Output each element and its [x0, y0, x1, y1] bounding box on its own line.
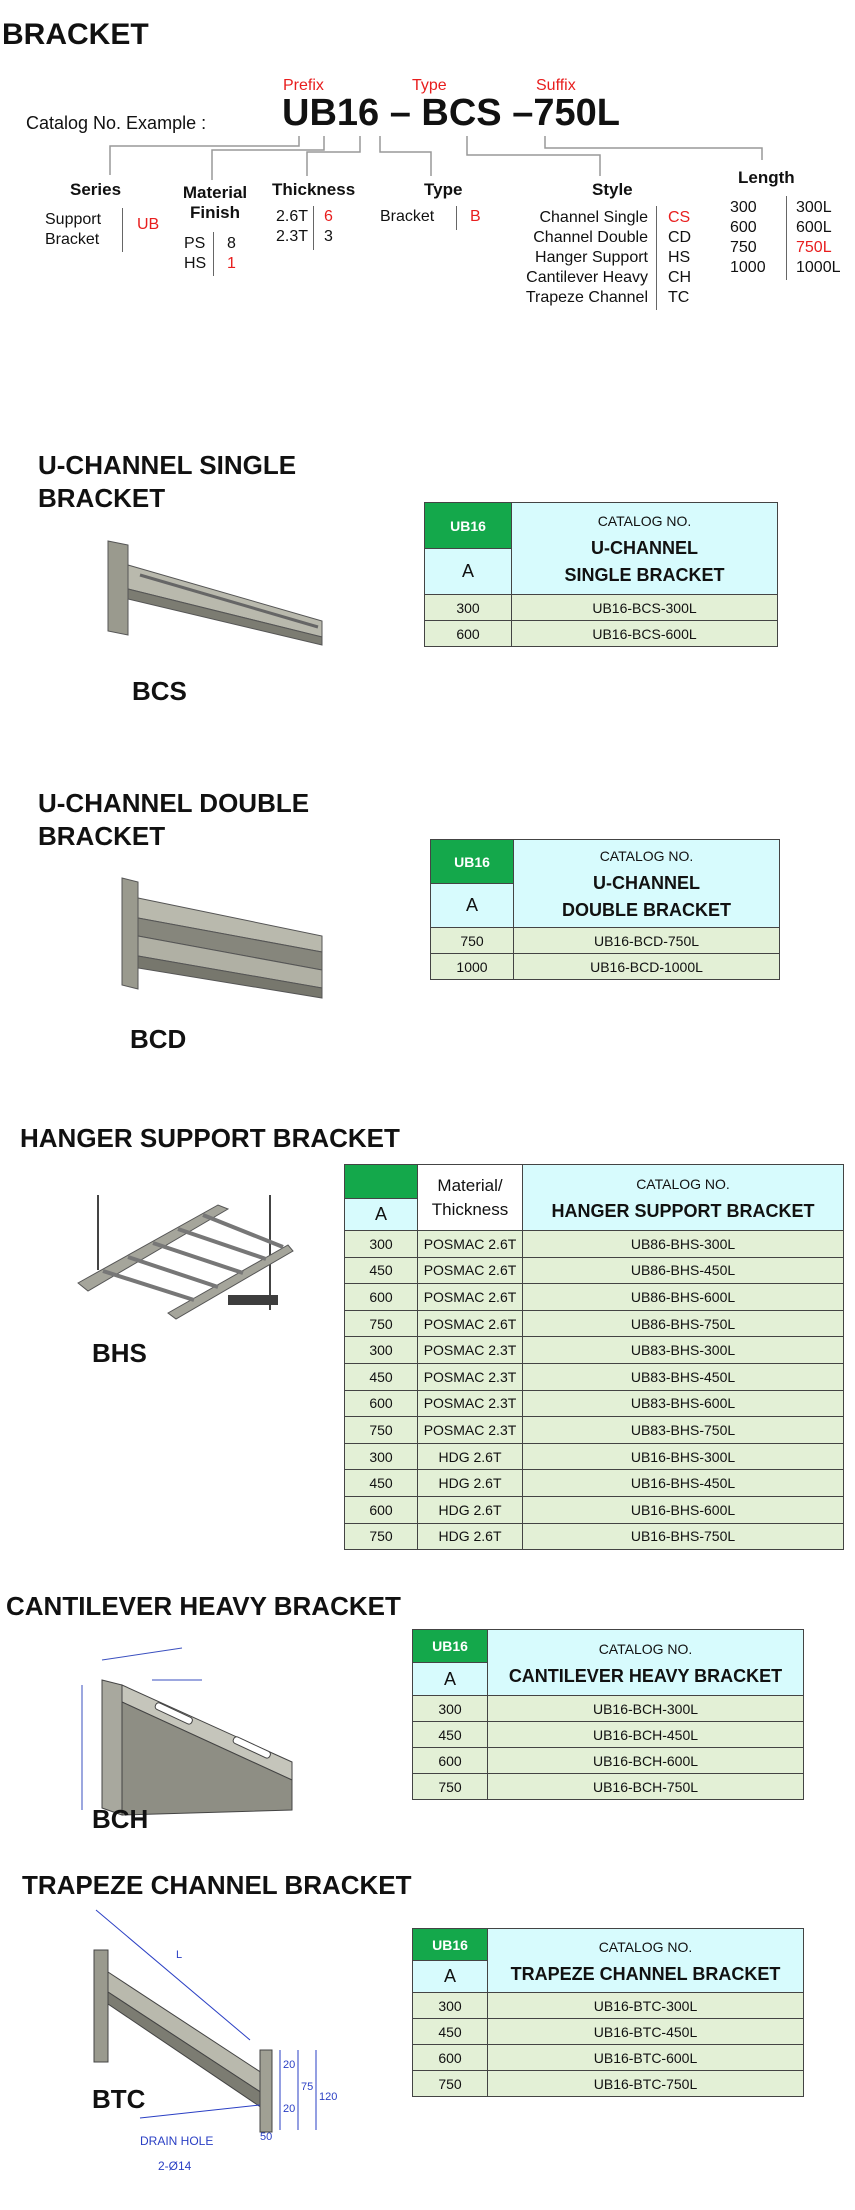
catalog-table-bcs: [424, 502, 778, 647]
legend-series-code: UB: [137, 216, 160, 233]
table-cell: 750: [345, 1417, 418, 1444]
code-type: BCS: [421, 92, 502, 134]
table-cell: UB83-BHS-600L: [523, 1390, 844, 1417]
legend-length-name: 300: [730, 199, 757, 216]
table-row: [345, 1443, 844, 1470]
legend-type-name: Bracket: [380, 208, 435, 225]
table-cell: 750: [413, 2071, 488, 2097]
table-cell: UB16-BCH-300L: [488, 1696, 804, 1722]
legend-length-code: 1000L: [796, 259, 841, 276]
header-text: CATALOG NO.: [598, 1640, 693, 1657]
table-cell: 600: [345, 1390, 418, 1417]
table-cell: 300: [345, 1337, 418, 1364]
bracket-bcd-image: [112, 874, 332, 999]
table-cell: 600: [345, 1496, 418, 1523]
table-row: [345, 1523, 844, 1550]
table-row: [345, 1417, 844, 1444]
divider: [656, 206, 657, 310]
legend-style-code: CD: [668, 229, 692, 246]
section-title-btc: TRAPEZE CHANNEL BRACKET: [22, 1870, 412, 1900]
header-text: CATALOG NO.: [597, 513, 692, 529]
table-cell: 300: [425, 595, 512, 621]
catalog-table-bch: [412, 1629, 804, 1800]
header-text: CATALOG NO.: [598, 1938, 693, 1955]
catalog-table-btc: [412, 1928, 804, 2097]
table-cell: HDG 2.6T: [418, 1443, 523, 1470]
table-cell: UB16-BCH-600L: [488, 1748, 804, 1774]
table-row: [345, 1337, 844, 1364]
divider: [456, 206, 457, 230]
bhs-rows: [345, 1231, 844, 1550]
table-cell: POSMAC 2.6T: [418, 1231, 523, 1258]
table-cell: UB86-BHS-750L: [523, 1310, 844, 1337]
legend-series-title: Series: [70, 180, 122, 199]
table-cell: UB16-BCH-750L: [488, 1774, 804, 1800]
legend-style-code: CS: [668, 209, 691, 226]
product-code-btc: BTC: [92, 2084, 146, 2114]
table-header-cell: [345, 1165, 418, 1199]
section-title-line: U-CHANNEL SINGLE: [38, 450, 297, 480]
table-cell: 600: [413, 2045, 488, 2071]
table-cell: UB86-BHS-300L: [523, 1231, 844, 1258]
table-cell: 750: [345, 1310, 418, 1337]
product-code-bcs: BCS: [132, 676, 187, 706]
legend-style-name: Channel Double: [533, 229, 648, 246]
table-header-cell: UB16: [413, 1630, 488, 1663]
section-title-bcd: [38, 787, 309, 853]
header-text: Thickness: [431, 1199, 509, 1219]
legend-material-name: HS: [184, 255, 207, 272]
page-title: BRACKET: [2, 18, 149, 51]
table-cell: POSMAC 2.6T: [418, 1310, 523, 1337]
legend-series-name: Support Bracket: [45, 211, 102, 248]
header-text: SINGLE BRACKET: [564, 565, 725, 585]
legend-style-code: HS: [668, 249, 691, 266]
bracket-bhs-image: [78, 1195, 298, 1320]
table-header-cell: [514, 840, 780, 928]
legend-length-code: 750L: [796, 239, 832, 256]
code-suffix: –750L: [512, 92, 620, 134]
section-title-bhs: HANGER SUPPORT BRACKET: [20, 1123, 400, 1153]
dim-label: 20: [283, 2059, 296, 2071]
legend-thickness-title: Thickness: [272, 180, 356, 199]
bracket-btc-image: [80, 1900, 360, 2200]
table-row: [345, 1284, 844, 1311]
table-cell: HDG 2.6T: [418, 1496, 523, 1523]
header-text: Material/: [437, 1175, 503, 1195]
table-row: [345, 1470, 844, 1497]
table-header-cell: A: [431, 884, 514, 928]
table-row: [345, 1231, 844, 1258]
section-title-line: BRACKET: [38, 821, 166, 851]
header-text: DOUBLE BRACKET: [562, 900, 731, 920]
legend-style-name: Channel Single: [539, 209, 648, 226]
dim-label: 50: [260, 2131, 273, 2143]
table-header-cell: [418, 1165, 523, 1231]
legend-type-code: B: [470, 208, 481, 225]
hole-label: 2-Ø14: [158, 2159, 192, 2173]
header-text: CANTILEVER HEAVY BRACKET: [508, 1665, 783, 1686]
section-title-line: U-CHANNEL DOUBLE: [38, 788, 310, 818]
table-header-cell: A: [413, 1663, 488, 1696]
legend-style-name: Trapeze Channel: [525, 289, 648, 306]
table-cell: UB16-BTC-450L: [488, 2019, 804, 2045]
divider: [122, 208, 123, 252]
code-prefix: UB16: [282, 92, 380, 134]
table-cell: 600: [413, 1748, 488, 1774]
drain-hole-label: DRAIN HOLE: [140, 2134, 214, 2148]
table-cell: 750: [345, 1523, 418, 1550]
legend-thickness-code: 6: [324, 208, 333, 225]
table-cell: POSMAC 2.3T: [418, 1417, 523, 1444]
table-cell: POSMAC 2.6T: [418, 1257, 523, 1284]
legend-material-title: [180, 183, 250, 223]
legend-material-code: 8: [227, 235, 236, 252]
table-cell: 450: [413, 1722, 488, 1748]
legend-style-name: Hanger Support: [535, 249, 648, 266]
table-header-cell: A: [413, 1961, 488, 1993]
table-cell: POSMAC 2.3T: [418, 1363, 523, 1390]
header-text: U-CHANNEL: [591, 538, 698, 558]
legend-type-title: Type: [424, 180, 463, 199]
legend-length-title: Length: [738, 168, 795, 187]
table-header-cell: UB16: [431, 840, 514, 884]
table-row: [345, 1310, 844, 1337]
section-title-line: BRACKET: [38, 483, 166, 513]
header-text: CATALOG NO.: [599, 848, 694, 864]
table-cell: 1000: [431, 954, 514, 980]
table-cell: 300: [413, 1696, 488, 1722]
legend-material-name: PS: [184, 235, 206, 252]
divider: [786, 196, 787, 280]
section-title-bcs: [38, 449, 296, 515]
table-cell: 600: [345, 1284, 418, 1311]
catalog-example-label: Catalog No. Example :: [26, 113, 207, 133]
table-cell: 300: [413, 1993, 488, 2019]
table-cell: 750: [431, 928, 514, 954]
catalog-table-bcd: [430, 839, 780, 980]
divider: [313, 206, 314, 250]
suffix-label: Suffix: [536, 77, 576, 94]
table-cell: UB83-BHS-750L: [523, 1417, 844, 1444]
product-code-bch: BCH: [92, 1804, 149, 1834]
dim-label: 120: [319, 2091, 338, 2103]
legend-length-name: 750: [730, 239, 757, 256]
table-row: [345, 1390, 844, 1417]
table-cell: UB16-BHS-450L: [523, 1470, 844, 1497]
table-cell: UB16-BCS-300L: [512, 595, 778, 621]
table-row: [345, 1257, 844, 1284]
table-header-cell: [523, 1165, 844, 1231]
legend-connectors: [0, 0, 855, 200]
table-cell: 450: [413, 2019, 488, 2045]
legend-length-codes: [796, 198, 841, 278]
table-cell: 450: [345, 1363, 418, 1390]
table-header-cell: [512, 503, 778, 595]
table-cell: 600: [425, 621, 512, 647]
legend-style-code: CH: [668, 269, 692, 286]
table-cell: UB16-BCS-600L: [512, 621, 778, 647]
section-title-bch: CANTILEVER HEAVY BRACKET: [6, 1591, 401, 1621]
table-cell: UB16-BCD-750L: [514, 928, 780, 954]
table-cell: UB16-BHS-300L: [523, 1443, 844, 1470]
table-cell: POSMAC 2.3T: [418, 1337, 523, 1364]
header-text: CATALOG NO.: [636, 1175, 730, 1192]
table-cell: UB16-BHS-750L: [523, 1523, 844, 1550]
product-code-bcd: BCD: [130, 1024, 187, 1054]
legend-style-title: Style: [592, 180, 633, 199]
legend-thickness-name: 2.6T: [276, 208, 309, 225]
legend-style-names: [512, 208, 648, 308]
table-cell: 450: [345, 1470, 418, 1497]
table-header-cell: A: [345, 1199, 418, 1231]
table-header-cell: UB16: [425, 503, 512, 549]
header-text: U-CHANNEL: [593, 873, 700, 893]
header-text: HANGER SUPPORT BRACKET: [551, 1200, 815, 1221]
legend-length-name: 1000: [730, 259, 766, 276]
type-label: Type: [412, 77, 447, 94]
legend-length-names: [730, 198, 766, 278]
table-cell: UB16-BTC-600L: [488, 2045, 804, 2071]
legend-thickness-name: 2.3T: [276, 228, 309, 245]
bracket-bcs-image: [100, 535, 330, 645]
table-cell: UB83-BHS-300L: [523, 1337, 844, 1364]
legend-length-name: 600: [730, 219, 757, 236]
legend-style-codes: [668, 208, 691, 308]
table-header-cell: [488, 1630, 804, 1696]
table-cell: UB86-BHS-600L: [523, 1284, 844, 1311]
catalog-table-bhs: [344, 1164, 844, 1550]
table-cell: POSMAC 2.3T: [418, 1390, 523, 1417]
table-cell: UB16-BTC-750L: [488, 2071, 804, 2097]
header-text: TRAPEZE CHANNEL BRACKET: [510, 1963, 781, 1984]
prefix-label: Prefix: [283, 77, 324, 94]
table-cell: 750: [413, 1774, 488, 1800]
legend-length-code: 300L: [796, 199, 832, 216]
table-cell: UB16-BHS-600L: [523, 1496, 844, 1523]
legend-material-code: 1: [227, 255, 236, 272]
product-code-bhs: BHS: [92, 1338, 147, 1368]
dim-label: 75: [301, 2081, 314, 2093]
table-row: [345, 1496, 844, 1523]
table-cell: 300: [345, 1231, 418, 1258]
legend-style-code: TC: [668, 289, 690, 306]
table-cell: UB16-BCD-1000L: [514, 954, 780, 980]
table-cell: UB16-BCH-450L: [488, 1722, 804, 1748]
table-header-cell: A: [425, 549, 512, 595]
table-header-cell: [488, 1929, 804, 1993]
table-cell: POSMAC 2.6T: [418, 1284, 523, 1311]
table-cell: UB83-BHS-450L: [523, 1363, 844, 1390]
dim-label: L: [176, 1949, 183, 1961]
bracket-bch-image: [62, 1640, 322, 1830]
table-cell: 300: [345, 1443, 418, 1470]
table-row: [345, 1363, 844, 1390]
table-cell: HDG 2.6T: [418, 1470, 523, 1497]
dim-label: 20: [283, 2103, 296, 2115]
legend-length-code: 600L: [796, 219, 832, 236]
divider: [213, 232, 214, 276]
legend-style-name: Cantilever Heavy: [526, 269, 648, 286]
legend-material-title-text: Material Finish: [182, 183, 248, 222]
table-cell: UB16-BTC-300L: [488, 1993, 804, 2019]
legend-thickness-code: 3: [324, 228, 333, 245]
table-cell: HDG 2.6T: [418, 1523, 523, 1550]
table-cell: UB86-BHS-450L: [523, 1257, 844, 1284]
code-sep: –: [389, 92, 411, 134]
table-cell: 450: [345, 1257, 418, 1284]
table-header-cell: UB16: [413, 1929, 488, 1961]
